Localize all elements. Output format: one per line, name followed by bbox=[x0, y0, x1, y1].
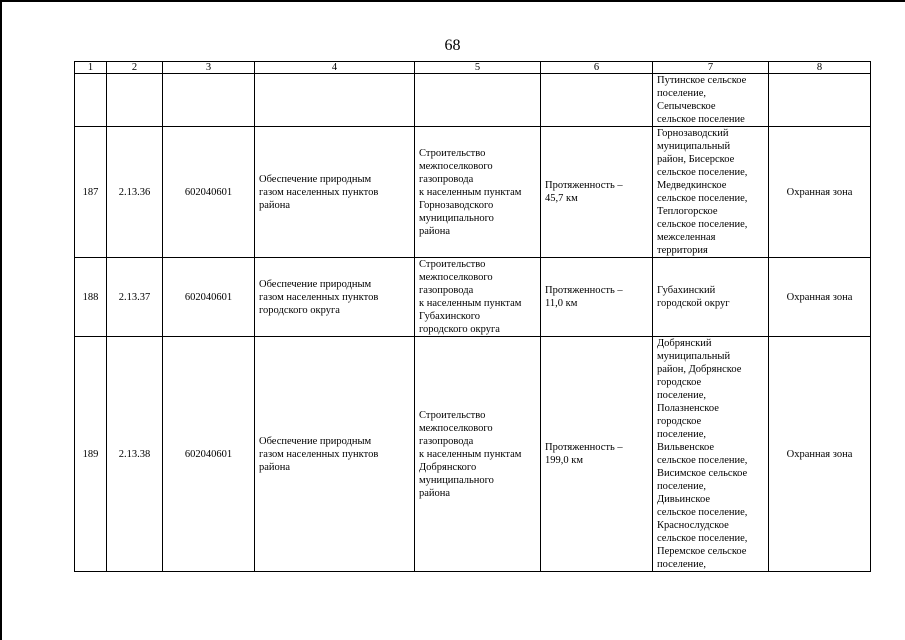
cell-object: Строительство межпоселкового газопровода к населенным пунктам Добрянского муниципального района bbox=[415, 337, 541, 572]
cell-object bbox=[415, 74, 541, 127]
cell-location: Горнозаводский муниципальный район, Бисерское сельское поселение, Медведкинское сельское поселение, Теплогорское сельское поселение, межселенная территория bbox=[653, 127, 769, 258]
cell-purpose bbox=[255, 74, 415, 127]
cell-purpose: Обеспечение природным газом населенных пунктов района bbox=[255, 127, 415, 258]
header-cell: 8 bbox=[769, 62, 871, 74]
table-row bbox=[75, 337, 871, 572]
cell-item-code bbox=[107, 74, 163, 127]
header-cell: 4 bbox=[255, 62, 415, 74]
page-edge-top bbox=[0, 0, 905, 2]
cell-classifier-code: 602040601 bbox=[163, 127, 255, 258]
cell-row-number: 188 bbox=[75, 258, 107, 337]
cell-purpose: Обеспечение природным газом населенных пунктов городского округа bbox=[255, 258, 415, 337]
table-row bbox=[75, 258, 871, 337]
cell-row-number bbox=[75, 74, 107, 127]
header-cell: 2 bbox=[107, 62, 163, 74]
page-edge-left bbox=[0, 0, 2, 640]
cell-characteristics: Протяженность – 45,7 км bbox=[541, 127, 653, 258]
cell-classifier-code bbox=[163, 74, 255, 127]
cell-location: Губахинский городской округ bbox=[653, 258, 769, 337]
cell-item-code: 2.13.37 bbox=[107, 258, 163, 337]
cell-purpose: Обеспечение природным газом населенных пунктов района bbox=[255, 337, 415, 572]
table-header-row bbox=[75, 62, 871, 74]
cell-row-number: 189 bbox=[75, 337, 107, 572]
cell-classifier-code: 602040601 bbox=[163, 258, 255, 337]
cell-zone bbox=[769, 74, 871, 127]
cell-item-code: 2.13.36 bbox=[107, 127, 163, 258]
cell-zone: Охранная зона bbox=[769, 258, 871, 337]
cell-location: Путинское сельское поселение, Сепычевское сельское поселение bbox=[653, 74, 769, 127]
cell-object: Строительство межпоселкового газопровода к населенным пунктам Горнозаводского муниципального района bbox=[415, 127, 541, 258]
cell-row-number: 187 bbox=[75, 127, 107, 258]
table-row bbox=[75, 74, 871, 127]
header-cell: 3 bbox=[163, 62, 255, 74]
header-cell: 7 bbox=[653, 62, 769, 74]
header-cell: 1 bbox=[75, 62, 107, 74]
cell-item-code: 2.13.38 bbox=[107, 337, 163, 572]
document-table bbox=[74, 61, 871, 572]
cell-zone: Охранная зона bbox=[769, 127, 871, 258]
cell-zone: Охранная зона bbox=[769, 337, 871, 572]
cell-characteristics: Протяженность – 11,0 км bbox=[541, 258, 653, 337]
cell-classifier-code: 602040601 bbox=[163, 337, 255, 572]
cell-location: Добрянский муниципальный район, Добрянское городское поселение, Полазненское городское поселение, Вильвенское сельское поселение, Висимское сельское поселение, Дивьинское сельское поселение, Краснослудское сельское поселение, Перемское сельское поселение, bbox=[653, 337, 769, 572]
header-cell: 5 bbox=[415, 62, 541, 74]
header-cell: 6 bbox=[541, 62, 653, 74]
cell-object: Строительство межпоселкового газопровода к населенным пунктам Губахинского городского округа bbox=[415, 258, 541, 337]
table-row bbox=[75, 127, 871, 258]
cell-characteristics: Протяженность – 199,0 км bbox=[541, 337, 653, 572]
cell-characteristics bbox=[541, 74, 653, 127]
page-number: 68 bbox=[444, 37, 461, 54]
